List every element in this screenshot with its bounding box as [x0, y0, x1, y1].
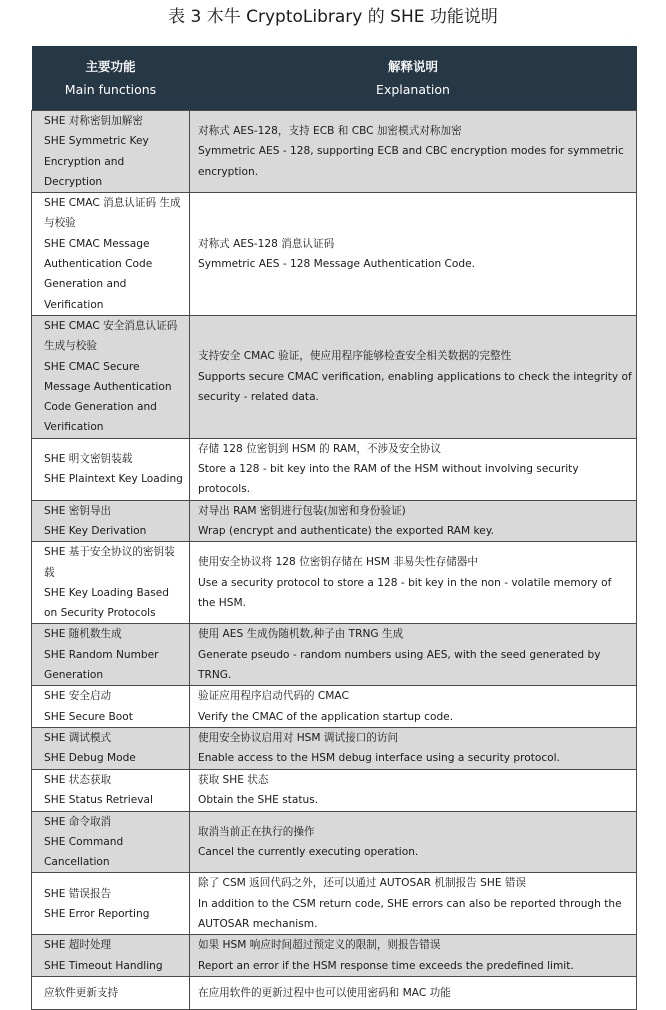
explanation-en: Enable access to the HSM debug interface using a security protocol. [198, 752, 560, 765]
header-explanation [190, 46, 637, 111]
explanation-cell [190, 542, 637, 624]
function-cell [32, 624, 190, 686]
explanation-en: Verify the CMAC of the application startup code. [198, 710, 454, 723]
explanation-zh: 取消当前正在执行的操作 [198, 825, 315, 838]
table-header [32, 46, 637, 111]
explanation-en: Use a security protocol to store a 128 - bit key in the non - volatile memory of the HSM. [198, 576, 612, 609]
table-row [32, 811, 637, 873]
explanation-cell [190, 500, 637, 542]
function-zh: SHE 随机数生成 [44, 628, 122, 641]
explanation-en: Cancel the currently executing operation. [198, 845, 419, 858]
explanation-zh: 对导出 RAM 密钥进行包装(加密和身份验证) [198, 504, 406, 517]
explanation-cell [190, 686, 637, 728]
function-cell [32, 686, 190, 728]
function-en: SHE Symmetric Key Encryption and Decryption [44, 135, 149, 188]
header-col2-en: Explanation [376, 82, 450, 97]
explanation-cell [190, 315, 637, 438]
function-cell [32, 315, 190, 438]
function-cell [32, 542, 190, 624]
explanation-en: Symmetric AES - 128 Message Authentication Code. [198, 258, 476, 271]
explanation-en: Symmetric AES - 128, supporting ECB and CBC encryption modes for symmetric encryption. [198, 145, 624, 178]
table-row [32, 873, 637, 935]
explanation-zh: 获取 SHE 状态 [198, 773, 269, 786]
function-en: SHE Key Loading Based on Security Protocols [44, 586, 170, 620]
function-en: SHE Plaintext Key Loading [44, 473, 183, 486]
function-zh: SHE 错误报告 [44, 887, 112, 900]
table-row [32, 438, 637, 500]
function-zh: SHE CMAC 安全消息认证码生成与校验 [44, 319, 178, 353]
explanation-cell [190, 769, 637, 811]
explanation-zh: 除了 CSM 返回代码之外，还可以通过 AUTOSAR 机制报告 SHE 错误 [198, 877, 527, 890]
table-row [32, 686, 637, 728]
function-zh: SHE 明文密钥装载 [44, 452, 133, 465]
function-en: SHE Timeout Handling [44, 959, 163, 972]
explanation-cell [190, 873, 637, 935]
function-zh: SHE 密钥导出 [44, 504, 112, 517]
function-cell [32, 727, 190, 769]
function-en: SHE CMAC Message Authentication Code Generation and Verification [44, 237, 153, 311]
explanation-zh: 如果 HSM 响应时间超过预定义的限制，则报告错误 [198, 939, 441, 952]
function-cell [32, 769, 190, 811]
function-cell [32, 873, 190, 935]
explanation-zh: 使用安全协议启用对 HSM 调试接口的访问 [198, 731, 399, 744]
function-cell [32, 500, 190, 542]
explanation-zh: 在应用软件的更新过程中也可以使用密码和 MAC 功能 [198, 986, 451, 999]
table-row [32, 727, 637, 769]
explanation-cell [190, 976, 637, 1009]
function-en: SHE Debug Mode [44, 752, 136, 765]
table-row [32, 542, 637, 624]
explanation-zh: 使用 AES 生成伪随机数,种子由 TRNG 生成 [198, 628, 404, 641]
explanation-zh: 验证应用程序启动代码的 CMAC [198, 690, 349, 703]
explanation-cell [190, 193, 637, 316]
explanation-zh: 对称式 AES-128 消息认证码 [198, 237, 335, 250]
function-cell [32, 111, 190, 193]
header-main-functions [32, 46, 190, 111]
function-zh: SHE 超时处理 [44, 939, 112, 952]
function-zh: SHE 调试模式 [44, 731, 112, 744]
explanation-en: Obtain the SHE status. [198, 794, 319, 806]
explanation-en: Report an error if the HSM response time exceeds the predefined limit. [198, 959, 574, 972]
table-title: 表 3 木牛 CryptoLibrary 的 SHE 功能说明 [168, 7, 498, 27]
function-cell [32, 438, 190, 500]
function-en: SHE Secure Boot [44, 710, 133, 723]
explanation-zh: 支持安全 CMAC 验证，使应用程序能够检查安全相关数据的完整性 [198, 350, 512, 363]
function-en: SHE Key Derivation [44, 524, 147, 537]
explanation-cell [190, 935, 637, 977]
function-cell [32, 811, 190, 873]
table-row [32, 193, 637, 316]
function-cell [32, 935, 190, 977]
table-row [32, 111, 637, 193]
function-zh: SHE 状态获取 [44, 773, 112, 786]
function-cell [32, 193, 190, 316]
function-en: SHE Random Number Generation [44, 648, 159, 682]
table-row [32, 315, 637, 438]
explanation-zh: 存储 128 位密钥到 HSM 的 RAM，不涉及安全协议 [198, 442, 442, 455]
function-cell [32, 976, 190, 1009]
table-row [32, 935, 637, 977]
explanation-en: Store a 128 - bit key into the RAM of the HSM without involving security protocols. [198, 463, 579, 496]
table-row [32, 624, 637, 686]
function-zh: SHE 命令取消 [44, 815, 112, 828]
function-en: SHE Status Retrieval [44, 794, 153, 806]
header-col2-zh: 解释说明 [387, 59, 438, 74]
explanation-cell [190, 438, 637, 500]
function-en: SHE Error Reporting [44, 907, 150, 920]
explanation-cell [190, 811, 637, 873]
explanation-cell [190, 111, 637, 193]
function-zh: 应软件更新支持 [44, 986, 119, 999]
explanation-cell [190, 624, 637, 686]
explanation-cell [190, 727, 637, 769]
header-col1-en: Main functions [64, 82, 157, 97]
function-zh: SHE 对称密钥加解密 [44, 115, 143, 127]
table-row [32, 769, 637, 811]
explanation-en: Supports secure CMAC verification, enabling applications to check the integrity of security - related data. [198, 370, 632, 403]
she-function-table [31, 46, 637, 1010]
explanation-en: Generate pseudo - random numbers using AES, with the seed generated by TRNG. [198, 648, 601, 682]
explanation-zh: 对称式 AES-128，支持 ECB 和 CBC 加密模式对称加密 [198, 125, 462, 138]
explanation-en: Wrap (encrypt and authenticate) the exported RAM key. [198, 524, 494, 537]
explanation-zh: 使用安全协议将 128 位密钥存储在 HSM 非易失性存储器中 [198, 556, 478, 569]
explanation-en: In addition to the CSM return code, SHE errors can also be reported through the AUTOSAR mechanism. [198, 897, 622, 930]
function-zh: SHE CMAC 消息认证码 生成与校验 [44, 197, 181, 230]
function-en: SHE Command Cancellation [44, 835, 124, 869]
function-zh: SHE 基于安全协议的密钥装载 [44, 546, 175, 579]
table-row [32, 500, 637, 542]
function-zh: SHE 安全启动 [44, 690, 112, 703]
table-row [32, 976, 637, 1009]
function-en: SHE CMAC Secure Message Authentication Code Generation and Verification [44, 360, 172, 434]
header-col1-zh: 主要功能 [85, 59, 136, 74]
